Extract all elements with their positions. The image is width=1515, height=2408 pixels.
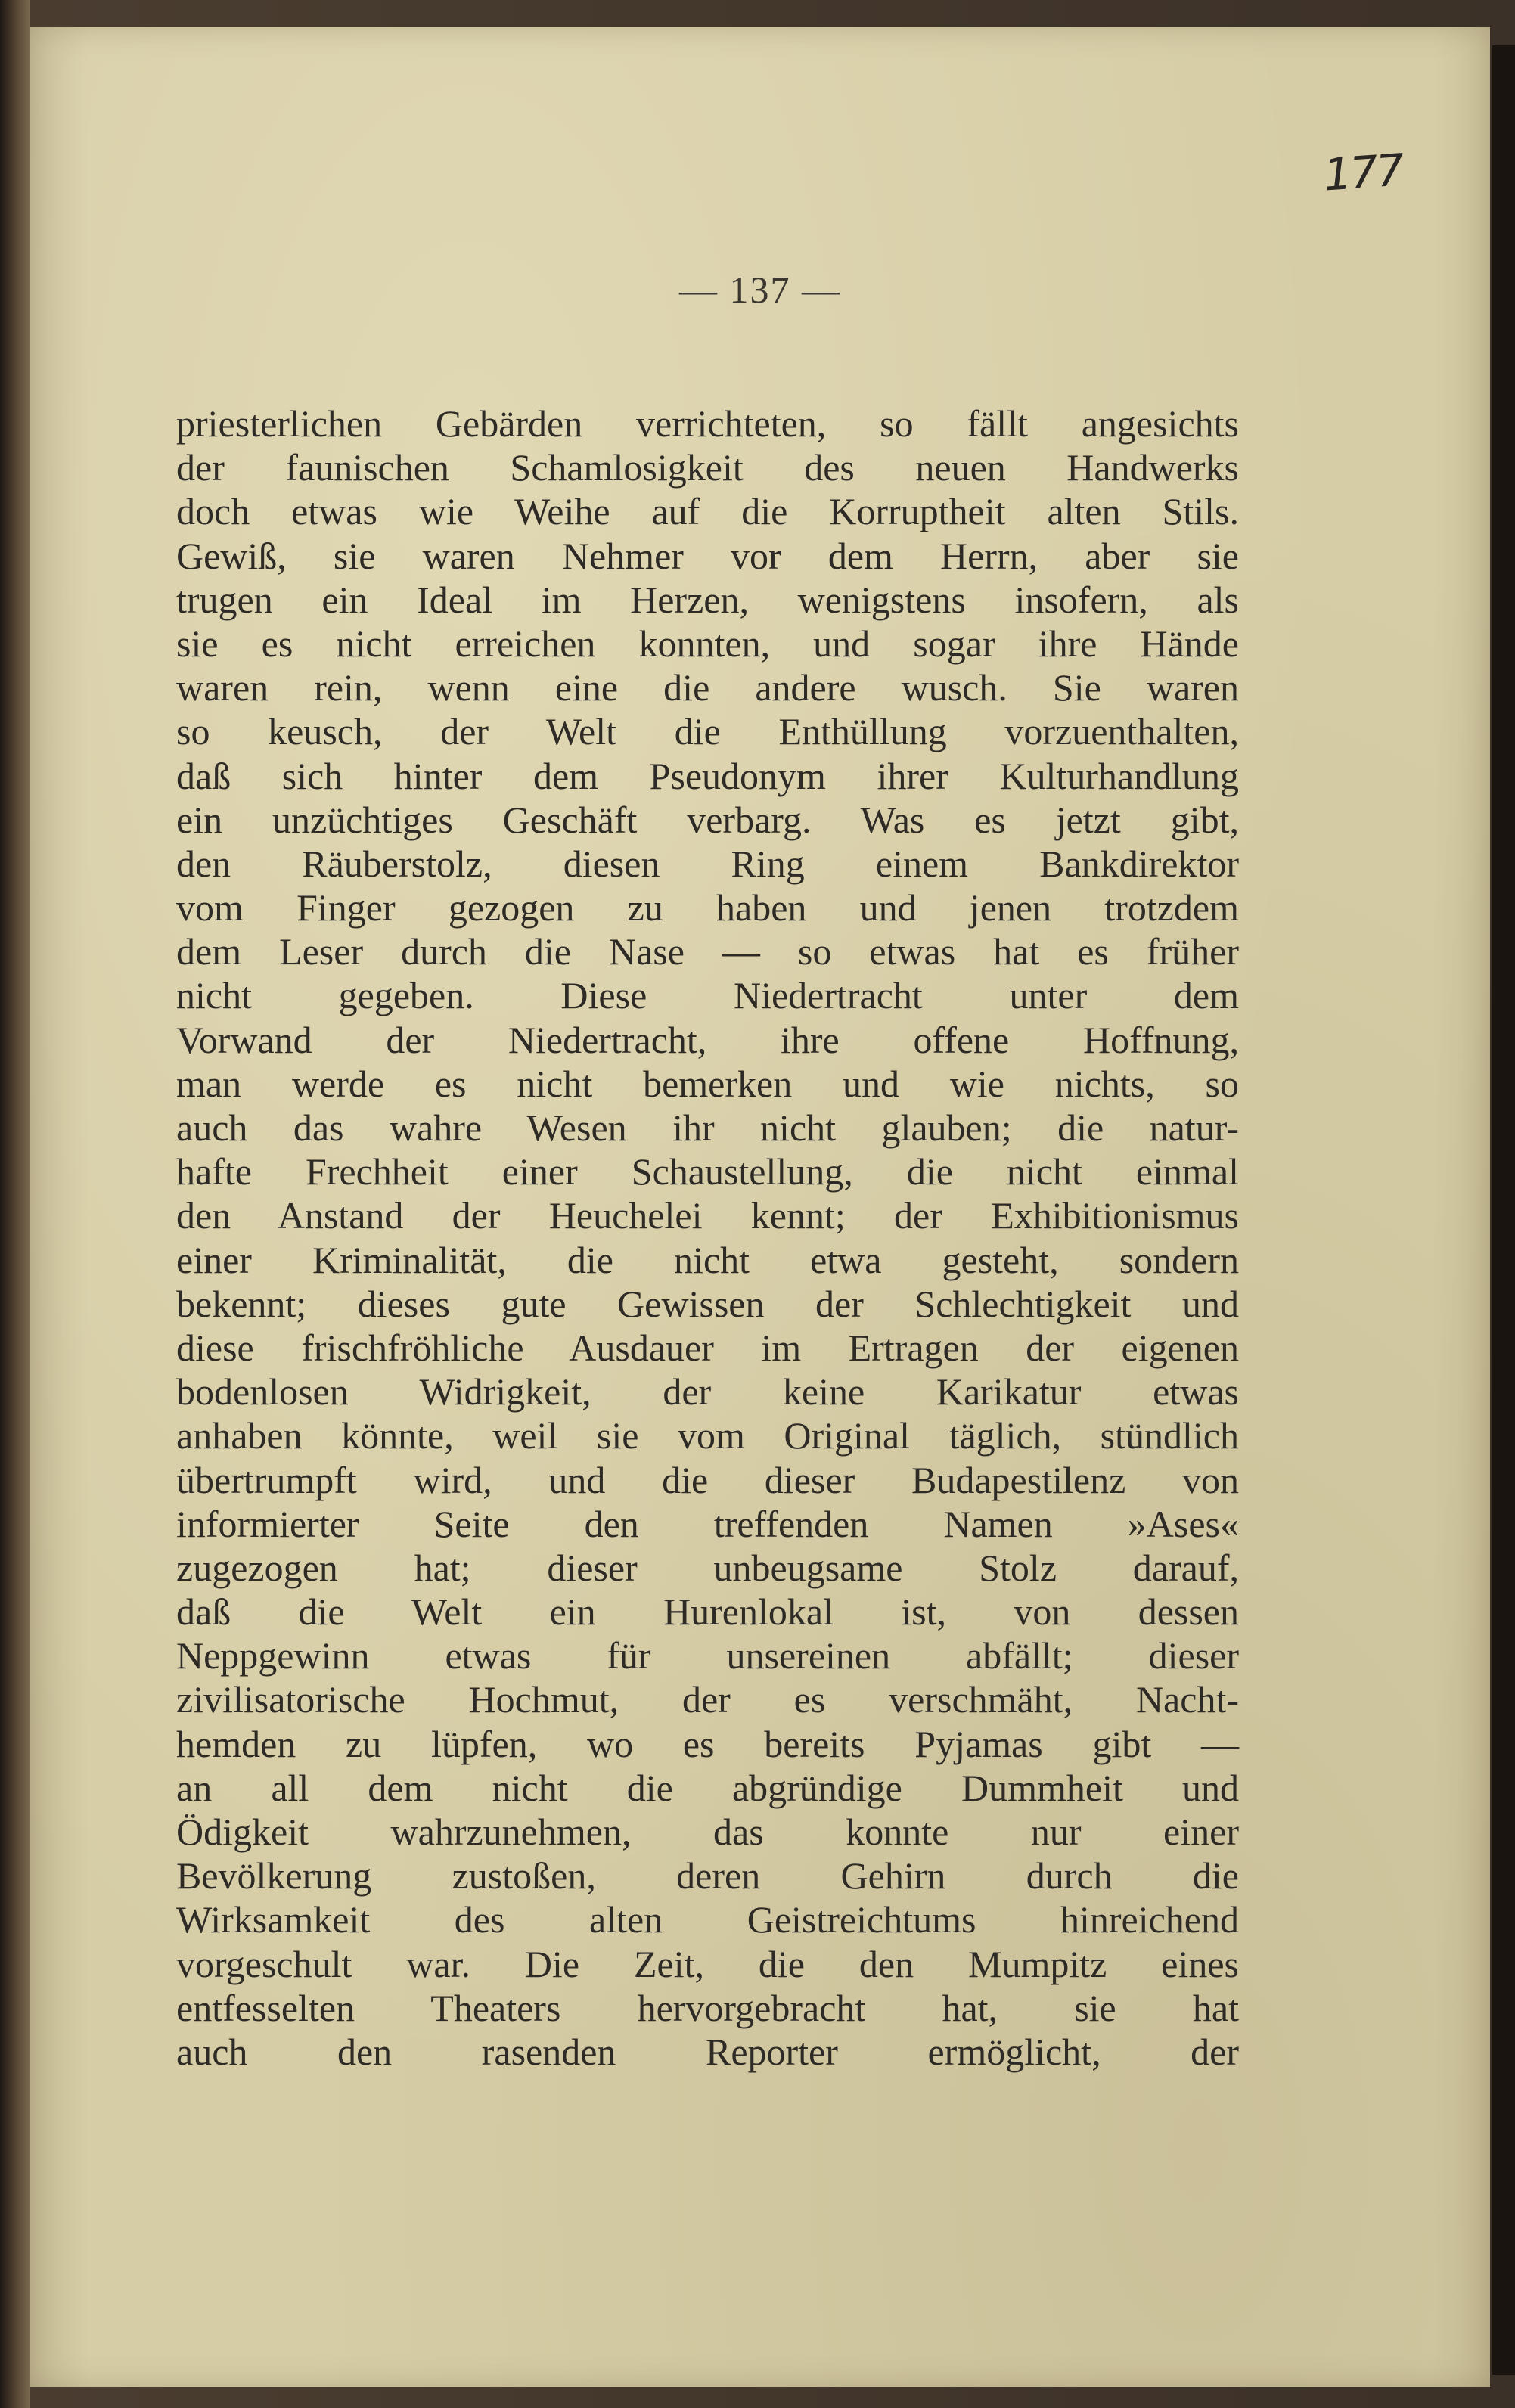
text-line: auch das wahre Wesen ihr nicht glauben; die natur- (176, 1106, 1239, 1149)
text-line: an all dem nicht die abgründige Dummheit und (176, 1766, 1239, 1809)
text-line: anhaben könnte, weil sie vom Original täglich, stündlich (176, 1414, 1239, 1457)
text-line: waren rein, wenn eine die andere wusch. Sie waren (176, 666, 1239, 709)
text-line: diese frischfröhliche Ausdauer im Ertragen der eigenen (176, 1326, 1239, 1369)
text-line: informierter Seite den treffenden Namen »Ases« (176, 1502, 1239, 1545)
text-line: hemden zu lüpfen, wo es bereits Pyjamas gibt — (176, 1722, 1239, 1765)
text-line: nicht gegeben. Diese Niedertracht unter dem (176, 974, 1239, 1017)
text-line: doch etwas wie Weihe auf die Korruptheit alten Stils. (176, 490, 1239, 533)
text-line: ein unzüchtiges Geschäft verbarg. Was es jetzt gibt, (176, 798, 1239, 841)
text-line: Wirksamkeit des alten Geistreichtums hinreichend (176, 1898, 1239, 1941)
text-line: den Anstand der Heuchelei kennt; der Exhibitionismus (176, 1194, 1239, 1237)
text-line: Bevölkerung zustoßen, deren Gehirn durch die (176, 1854, 1239, 1898)
text-line: Vorwand der Niedertracht, ihre offene Hoffnung, (176, 1018, 1239, 1061)
text-line: man werde es nicht bemerken und wie nichts, so (176, 1062, 1239, 1105)
book-page (30, 27, 1490, 2387)
page-number: — 137 — (679, 268, 841, 311)
text-line: zugezogen hat; dieser unbeugsame Stolz darauf, (176, 1546, 1239, 1589)
text-line: bekennt; dieses gute Gewissen der Schlechtigkeit und (176, 1282, 1239, 1325)
text-line: vorgeschult war. Die Zeit, die den Mumpitz eines (176, 1942, 1239, 1985)
text-line: vom Finger gezogen zu haben und jenen trotzdem (176, 886, 1239, 929)
text-line: bodenlosen Widrigkeit, der keine Karikatur etwas (176, 1370, 1239, 1413)
text-line: trugen ein Ideal im Herzen, wenigstens insofern, als (176, 578, 1239, 621)
text-line: der faunischen Schamlosigkeit des neuen Handwerks (176, 446, 1239, 489)
book-binding-edge (0, 0, 30, 2408)
text-line: hafte Frechheit einer Schaustellung, die nicht einmal (176, 1150, 1239, 1193)
body-text (176, 402, 1239, 2074)
text-line: entfesselten Theaters hervorgebracht hat, sie hat (176, 1986, 1239, 2029)
text-line: Gewiß, sie waren Nehmer vor dem Herrn, aber sie (176, 534, 1239, 577)
text-line: übertrumpft wird, und die dieser Budapestilenz von (176, 1458, 1239, 1501)
text-line: auch den rasenden Reporter ermöglicht, der (176, 2030, 1239, 2073)
text-line: sie es nicht erreichen konnten, und sogar ihre Hände (176, 622, 1239, 665)
text-line: dem Leser durch die Nase — so etwas hat es früher (176, 930, 1239, 973)
text-line: den Räuberstolz, diesen Ring einem Bankdirektor (176, 842, 1239, 885)
text-line: daß sich hinter dem Pseudonym ihrer Kulturhandlung (176, 754, 1239, 797)
page-right-shadow (1492, 45, 1515, 2375)
text-line: zivilisatorische Hochmut, der es verschmäht, Nacht- (176, 1678, 1239, 1721)
handwritten-folio-number: 177 (1321, 144, 1405, 201)
text-line: priesterlichen Gebärden verrichteten, so fällt angesichts (176, 402, 1239, 445)
text-line: Ödigkeit wahrzunehmen, das konnte nur einer (176, 1811, 1239, 1853)
text-line: einer Kriminalität, die nicht etwa gesteht, sondern (176, 1238, 1239, 1281)
text-line: so keusch, der Welt die Enthüllung vorzuenthalten, (176, 710, 1239, 753)
text-line: daß die Welt ein Hurenlokal ist, von dessen (176, 1590, 1239, 1634)
text-line: Neppgewinn etwas für unsereinen abfällt; dieser (176, 1634, 1239, 1677)
